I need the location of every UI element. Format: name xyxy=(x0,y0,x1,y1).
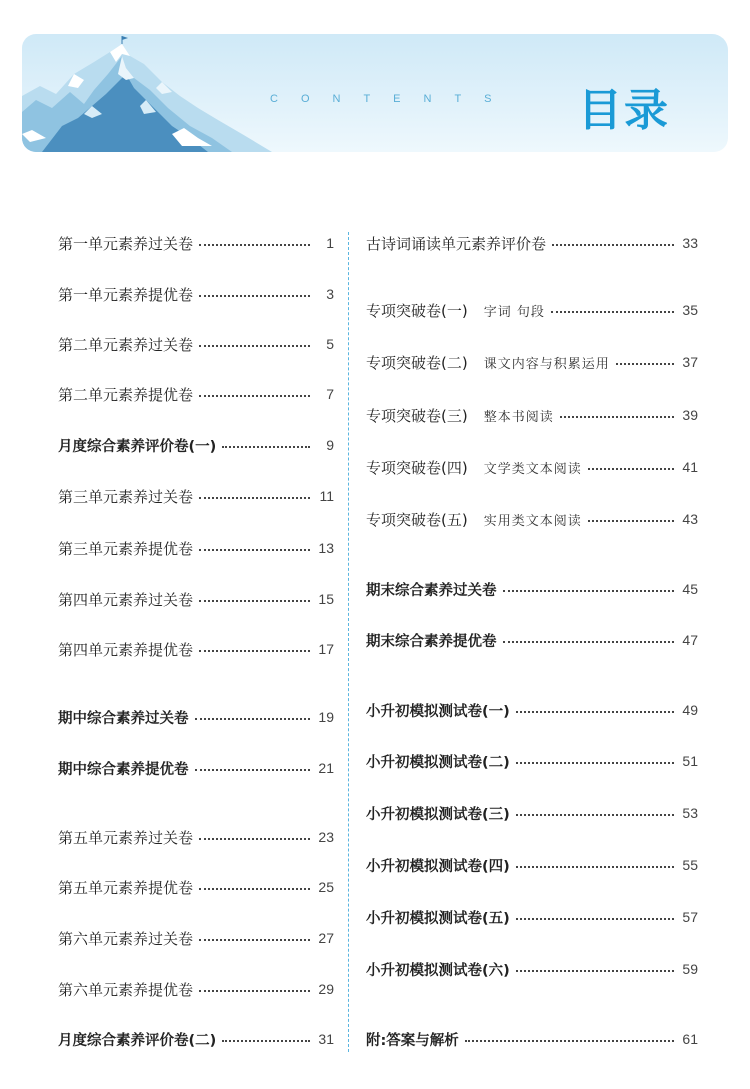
contents-label: CONTENTS xyxy=(270,93,515,105)
leader-dots xyxy=(560,416,674,418)
toc-entry-subtitle: 文学类文本阅读 xyxy=(483,461,582,477)
leader-dots xyxy=(616,363,674,365)
toc-entry-page: 51 xyxy=(682,753,698,769)
toc-entry-label: 专项突破卷(三) xyxy=(366,406,468,425)
leader-dots xyxy=(199,244,310,246)
toc-entry-page: 45 xyxy=(682,581,698,597)
toc-entry-label: 第一单元素养过关卷 xyxy=(58,234,194,253)
toc-entry[interactable] xyxy=(58,231,334,255)
toc-entry-label: 古诗词诵读单元素养评价卷 xyxy=(366,234,547,253)
toc-entry-subtitle: 课文内容与积累运用 xyxy=(483,356,610,372)
leader-dots xyxy=(503,590,675,592)
toc-entry[interactable] xyxy=(366,801,698,825)
leader-dots xyxy=(465,1040,674,1042)
toc-entry[interactable] xyxy=(58,382,334,406)
leader-dots xyxy=(199,345,310,347)
leader-dots xyxy=(199,939,310,941)
toc-entry-label: 期中综合素养过关卷 xyxy=(58,710,189,727)
toc-entry-label: 期中综合素养提优卷 xyxy=(58,761,189,778)
leader-dots xyxy=(516,711,674,713)
leader-dots xyxy=(516,970,674,972)
toc-entry-page: 53 xyxy=(682,805,698,821)
toc-entry-page: 15 xyxy=(318,591,334,607)
toc-entry-label: 专项突破卷(五) xyxy=(366,510,468,529)
toc-entry-label: 第六单元素养过关卷 xyxy=(58,929,194,948)
toc-entry-page: 61 xyxy=(682,1031,698,1047)
toc-entry-page: 57 xyxy=(682,909,698,925)
toc-entry-page: 49 xyxy=(682,702,698,718)
toc-entry[interactable] xyxy=(366,507,698,531)
toc-entry-page: 5 xyxy=(326,336,334,352)
leader-dots xyxy=(199,990,310,992)
toc-entry-page: 29 xyxy=(318,981,334,997)
leader-dots xyxy=(551,311,674,313)
leader-dots xyxy=(199,295,310,297)
toc-entry[interactable] xyxy=(58,1027,334,1051)
toc-entry-page: 37 xyxy=(682,354,698,370)
toc-entry-label: 专项突破卷(二) xyxy=(366,353,468,372)
toc-entry-page: 3 xyxy=(326,286,334,302)
leader-dots xyxy=(199,838,310,840)
toc-entry-page: 47 xyxy=(682,632,698,648)
toc-entry-label: 期末综合素养过关卷 xyxy=(366,582,497,599)
toc-entry[interactable] xyxy=(366,698,698,722)
toc-entry[interactable] xyxy=(366,298,698,322)
toc-entry-label: 第三单元素养过关卷 xyxy=(58,487,194,506)
leader-dots xyxy=(552,244,674,246)
toc-entry-page: 59 xyxy=(682,961,698,977)
leader-dots xyxy=(503,641,675,643)
toc-entry-page: 9 xyxy=(326,437,334,453)
toc-entry[interactable] xyxy=(366,231,698,255)
leader-dots xyxy=(199,549,310,551)
toc-entry-label: 小升初模拟测试卷(二) xyxy=(366,754,510,771)
mountain-illustration xyxy=(22,34,282,152)
toc-entry[interactable] xyxy=(58,875,334,899)
toc-entry-label: 第五单元素养过关卷 xyxy=(58,828,194,847)
toc-entry-page: 23 xyxy=(318,829,334,845)
toc-entry-page: 35 xyxy=(682,302,698,318)
column-divider xyxy=(348,232,349,1052)
toc-entry[interactable] xyxy=(58,705,334,729)
toc-entry-subtitle: 实用类文本阅读 xyxy=(483,513,582,529)
toc-entry-label: 第四单元素养过关卷 xyxy=(58,590,194,609)
toc-entry-label: 附:答案与解析 xyxy=(366,1032,459,1049)
toc-entry[interactable] xyxy=(58,587,334,611)
leader-dots xyxy=(199,650,310,652)
leader-dots xyxy=(516,762,674,764)
toc-entry[interactable] xyxy=(58,536,334,560)
leader-dots xyxy=(195,718,311,720)
toc-entry-label: 小升初模拟测试卷(四) xyxy=(366,858,510,875)
toc-entry-label: 小升初模拟测试卷(一) xyxy=(366,703,510,720)
toc-entry-label: 第二单元素养提优卷 xyxy=(58,385,194,404)
toc-entry-page: 17 xyxy=(318,641,334,657)
toc-entry-page: 33 xyxy=(682,235,698,251)
toc-entry-page: 21 xyxy=(318,760,334,776)
toc-entry-label: 小升初模拟测试卷(三) xyxy=(366,806,510,823)
toc-entry[interactable] xyxy=(366,403,698,427)
toc-entry-page: 25 xyxy=(318,879,334,895)
toc-entry-page: 55 xyxy=(682,857,698,873)
toc-entry-label: 小升初模拟测试卷(五) xyxy=(366,910,510,927)
toc-entry-page: 19 xyxy=(318,709,334,725)
toc-entry-label: 月度综合素养评价卷(二) xyxy=(58,1032,217,1049)
toc-entry-label: 专项突破卷(一) xyxy=(366,301,468,320)
toc-entry[interactable] xyxy=(366,905,698,929)
toc-entry-label: 月度综合素养评价卷(一) xyxy=(58,438,217,455)
toc-entry[interactable] xyxy=(58,332,334,356)
leader-dots xyxy=(222,1040,310,1042)
toc-entry[interactable] xyxy=(366,1027,698,1051)
leader-dots xyxy=(199,395,310,397)
toc-entry[interactable] xyxy=(58,433,334,457)
toc-entry[interactable] xyxy=(58,977,334,1001)
toc-entry[interactable] xyxy=(58,637,334,661)
toc-entry-label: 第六单元素养提优卷 xyxy=(58,980,194,999)
toc-entry-page: 1 xyxy=(326,235,334,251)
toc-entry-page: 13 xyxy=(318,540,334,556)
toc-entry-label: 小升初模拟测试卷(六) xyxy=(366,962,510,979)
leader-dots xyxy=(516,866,674,868)
toc-entry[interactable] xyxy=(366,350,698,374)
toc-entry[interactable] xyxy=(366,577,698,601)
toc-entry-label: 第一单元素养提优卷 xyxy=(58,285,194,304)
toc-entry-subtitle: 字词 句段 xyxy=(483,304,545,320)
header-banner xyxy=(22,34,728,152)
toc-entry[interactable] xyxy=(58,282,334,306)
toc-entry-page: 31 xyxy=(318,1031,334,1047)
leader-dots xyxy=(222,446,310,448)
toc-entry-label: 期末综合素养提优卷 xyxy=(366,633,497,650)
toc-entry-label: 专项突破卷(四) xyxy=(366,458,468,477)
toc-entry-page: 41 xyxy=(682,459,698,475)
toc-entry-label: 第三单元素养提优卷 xyxy=(58,539,194,558)
toc-entry-page: 11 xyxy=(319,488,334,504)
page-title: 目录 xyxy=(578,85,670,136)
toc-entry[interactable] xyxy=(58,825,334,849)
leader-dots xyxy=(199,497,310,499)
toc-entry[interactable] xyxy=(58,926,334,950)
toc-entry[interactable] xyxy=(366,628,698,652)
leader-dots xyxy=(516,814,674,816)
toc-entry-label: 第二单元素养过关卷 xyxy=(58,335,194,354)
leader-dots xyxy=(588,520,674,522)
toc-entry-page: 27 xyxy=(318,930,334,946)
leader-dots xyxy=(516,918,674,920)
leader-dots xyxy=(195,769,311,771)
toc-entry-page: 7 xyxy=(326,386,334,402)
leader-dots xyxy=(199,888,310,890)
toc-entry-page: 39 xyxy=(682,407,698,423)
toc-entry[interactable] xyxy=(366,749,698,773)
toc-entry-page: 43 xyxy=(682,511,698,527)
toc-entry-label: 第五单元素养提优卷 xyxy=(58,878,194,897)
leader-dots xyxy=(199,600,310,602)
leader-dots xyxy=(588,468,674,470)
toc-entry[interactable] xyxy=(366,957,698,981)
toc-entry[interactable] xyxy=(366,853,698,877)
toc-entry[interactable] xyxy=(58,484,334,508)
toc-entry[interactable] xyxy=(58,756,334,780)
toc-entry[interactable] xyxy=(366,455,698,479)
toc-entry-subtitle: 整本书阅读 xyxy=(483,409,554,425)
toc-entry-label: 第四单元素养提优卷 xyxy=(58,640,194,659)
